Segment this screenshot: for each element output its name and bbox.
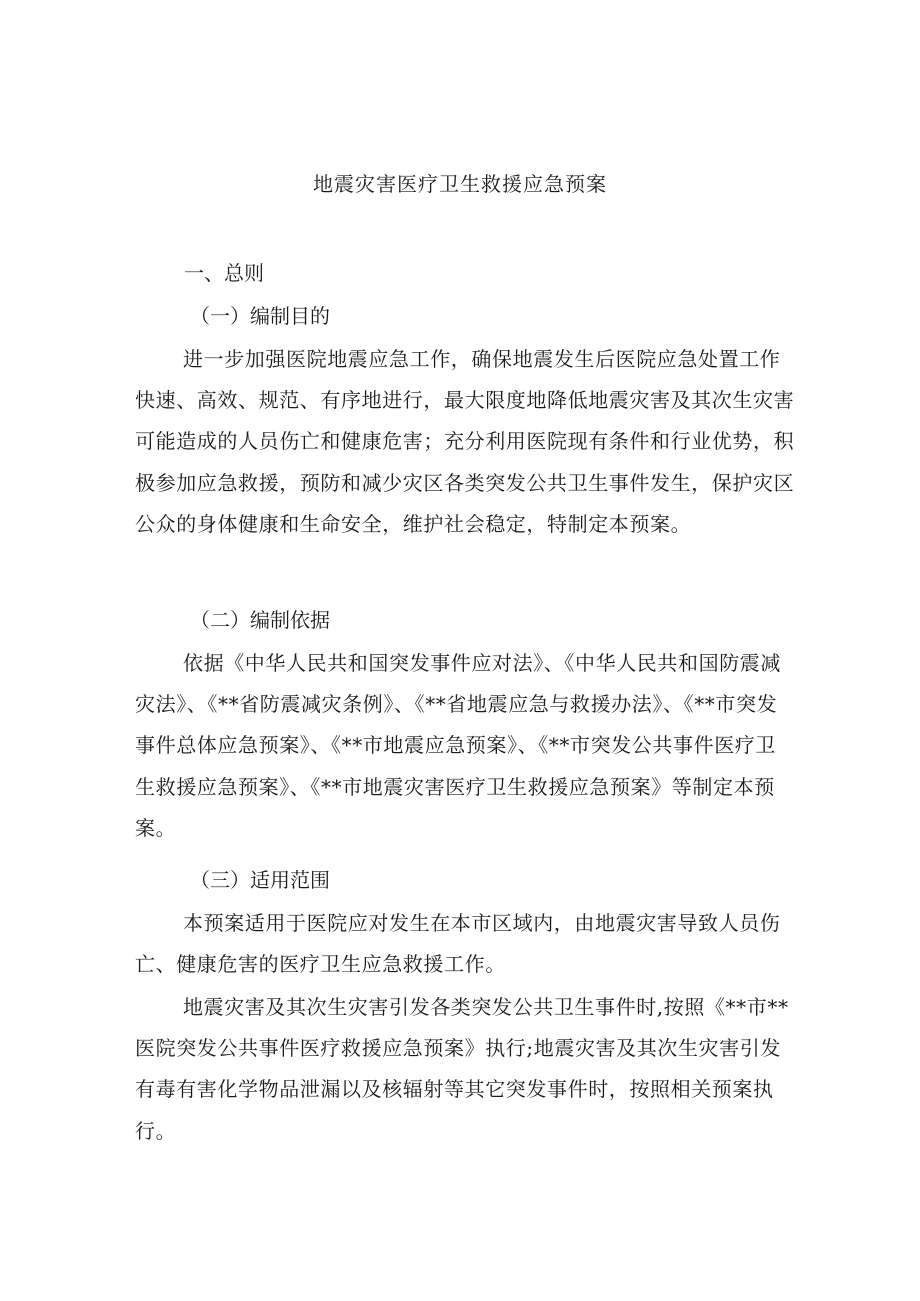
subsection-heading-scope: （三）适用范围 — [190, 868, 330, 892]
subsection-heading-purpose: （一）编制目的 — [190, 304, 330, 328]
paragraph-scope-2: 地震灾害及其次生灾害引发各类突发公共卫生事件时,按照《**市**医院突发公共事件医疗救援应急预案》执行;地震灾害及其次生灾害引发有毒有害化学物品泄漏以及核辐射等其它突发事件时，按照相关预案执行。 — [135, 995, 789, 1143]
subsection-heading-basis: （二）编制依据 — [190, 608, 330, 632]
paragraph-basis: 依据《中华人民共和国突发事件应对法》、《中华人民共和国防震减灾法》、《**省防震减灾条例》、《**省地震应急与救援办法》、《**市突发事件总体应急预案》、《**市地震应急预案》、《**市突发公共事件医疗卫生救援应急预案》、《**市地震灾害医疗卫生救援应急预案》等制定本预案。 — [135, 651, 781, 840]
section-heading-general: 一、总则 — [184, 261, 264, 285]
paragraph-purpose: 进一步加强医院地震应急工作，确保地震发生后医院应急处置工作快速、高效、规范、有序地进行，最大限度地降低地震灾害及其次生灾害可能造成的人员伤亡和健康危害；充分利用医院现有条件和行业优势，积极参加应急救援，预防和减少灾区各类突发公共卫生事件发生，保护灾区公众的身体健康和生命安全，维护社会稳定，特制定本预案。 — [135, 347, 795, 536]
paragraph-scope-1: 本预案适用于医院应对发生在本市区域内，由地震灾害导致人员伤亡、健康危害的医疗卫生应急救援工作。 — [135, 911, 781, 977]
document-title: 地震灾害医疗卫生救援应急预案 — [313, 172, 607, 196]
